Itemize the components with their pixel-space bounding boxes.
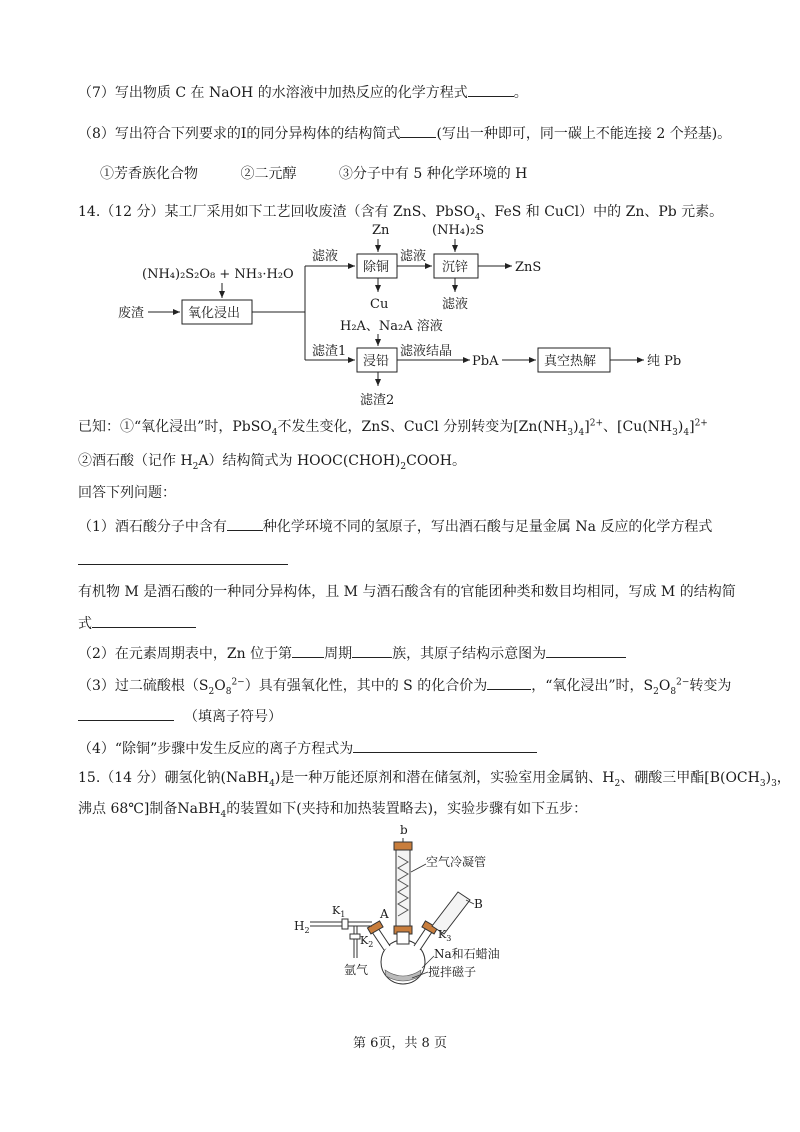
answer-blank[interactable] <box>400 123 436 138</box>
label-condenser: 空气冷凝管 <box>426 855 487 869</box>
answer-blank[interactable] <box>468 82 514 97</box>
residue1-label: 滤渣1 <box>312 344 347 359</box>
label-h2: $H_2$ <box>294 919 310 935</box>
apparatus-diagram <box>290 822 530 992</box>
label-stirrer: 搅拌磁子 <box>428 965 477 979</box>
part1-line: （1）酒石酸分子中含有 种化学环境不同的氢原子，写出酒石酸与足量金属 Na 反应的化学方程式 <box>78 516 712 536</box>
q8-line: （8）写出符合下列要求的Ⅰ的同分异构体的结构简式 (写出一种即可，同一碳上不能连接 2 个羟基)。 <box>78 123 731 143</box>
step-oxidative-leach: 氧化浸出 <box>188 306 241 321</box>
zn-label: Zn <box>372 223 390 238</box>
part1-m-line: 有机物 M 是酒石酸的一种同分异构体，且 M 与酒石酸含有的官能团种类和数目均相同，写成 M 的结构简 <box>78 584 736 600</box>
product-label: 纯 Pb <box>647 354 682 369</box>
label-k2: $K_2$ <box>360 934 374 949</box>
filtrate3-label: 滤液 <box>442 297 469 312</box>
ammonium-sulfide-label: (NH₄)₂S <box>432 223 485 238</box>
residue2-label: 滤渣2 <box>360 393 395 408</box>
zns-label: ZnS <box>515 260 542 275</box>
part3-line: （3）过二硫酸根$(S_2O_8^{2-})$具有强氧化性，其中的 S 的化合价为 ，“氧化浸出”时，$S_2O_8^{2-}$转变为 <box>78 675 731 695</box>
answer-blank[interactable] <box>292 643 324 658</box>
q7-line: （7）写出物质 C 在 NaOH 的水溶液中加热反应的化学方程式 。 <box>78 82 528 102</box>
reagent-top: (NH₄)₂S₂O₈ + NH₃·H₂O <box>142 267 294 282</box>
answer-blank[interactable] <box>352 643 392 658</box>
label-k1: $K_1$ <box>332 904 346 919</box>
pba-label: PbA <box>472 354 499 369</box>
answer-blank[interactable] <box>227 516 263 531</box>
filtrate2-label: 滤液 <box>400 249 427 264</box>
part2-line: （2）在元素周期表中，Zn 位于第 周期 族，其原子结构示意图为 <box>78 643 626 663</box>
label-A: A <box>380 907 389 921</box>
reagent-pb: H₂A、Na₂A 溶液 <box>340 319 443 334</box>
part4-line: （4）“除铜”步骤中发生反应的离子方程式为 <box>78 738 537 758</box>
filtrate-label: 滤液 <box>312 249 339 264</box>
q14-intro: 14.（12 分）某工厂采用如下工艺回收废渣（含有 ZnS、PbSO$_4$、FeS 和 CuCl）中的 Zn、Pb 元素。 <box>78 204 724 223</box>
answer-blank[interactable] <box>546 643 626 658</box>
q15-intro: 15.（14 分）硼氢化钠(NaBH$_4$)是一种万能还原剂和潜在储氢剂，实验室用金属钠、$H_2$、硼酸三甲酯[$B(OCH_3)_3$， <box>78 770 791 789</box>
part1-answer-line <box>78 550 288 570</box>
crystallize-label: 滤液结晶 <box>400 344 453 359</box>
q15-line2: 沸点 68℃]制备NaBH$_4$的装置如下(夹持和加热装置略去)，实验步骤有如下五步： <box>78 801 588 820</box>
label-b: b <box>400 823 408 837</box>
step-copper-removal: 除铜 <box>363 260 390 275</box>
process-flow-diagram <box>0 220 800 420</box>
feed-label: 废渣 <box>118 306 145 321</box>
known-2: ②酒石酸（记作 $H_2A$）结构简式为 $HOOC(CHOH)_2COOH$。 <box>78 453 466 472</box>
answer-blank[interactable] <box>487 675 531 690</box>
step-vacuum-pyrolysis: 真空热解 <box>544 354 597 369</box>
known-1: 已知：①“氧化浸出”时，PbSO$_4$不发生变化，ZnS、CuCl 分别转变为$[Zn(NH_3)_4]^{2+}$、$[Cu(NH_3)_4]^{2+}$ <box>78 418 708 438</box>
label-oil: Na和石蜡油 <box>434 947 500 961</box>
step-zinc-precipitation: 沉锌 <box>442 260 469 275</box>
label-argon: 氩气 <box>344 963 369 977</box>
part1-m-answer: 式 <box>78 613 196 633</box>
answer-blank[interactable] <box>78 706 174 721</box>
step-lead-leach: 浸铅 <box>363 354 390 369</box>
label-k3: $K_3$ <box>438 928 452 943</box>
cu-label: Cu <box>370 297 389 312</box>
answer-intro: 回答下列问题： <box>78 485 176 501</box>
answer-blank[interactable] <box>353 738 537 753</box>
part3-answer-line: （填离子符号） <box>78 706 282 726</box>
page-footer: 第 6页，共 8 页 <box>353 1036 447 1051</box>
answer-blank[interactable] <box>92 613 196 628</box>
label-B: B <box>474 897 483 911</box>
q8-requirements: ①芳香族化合物 ②二元醇 ③分子中有 5 种化学环境的 H <box>100 166 528 182</box>
answer-blank[interactable] <box>78 550 288 565</box>
